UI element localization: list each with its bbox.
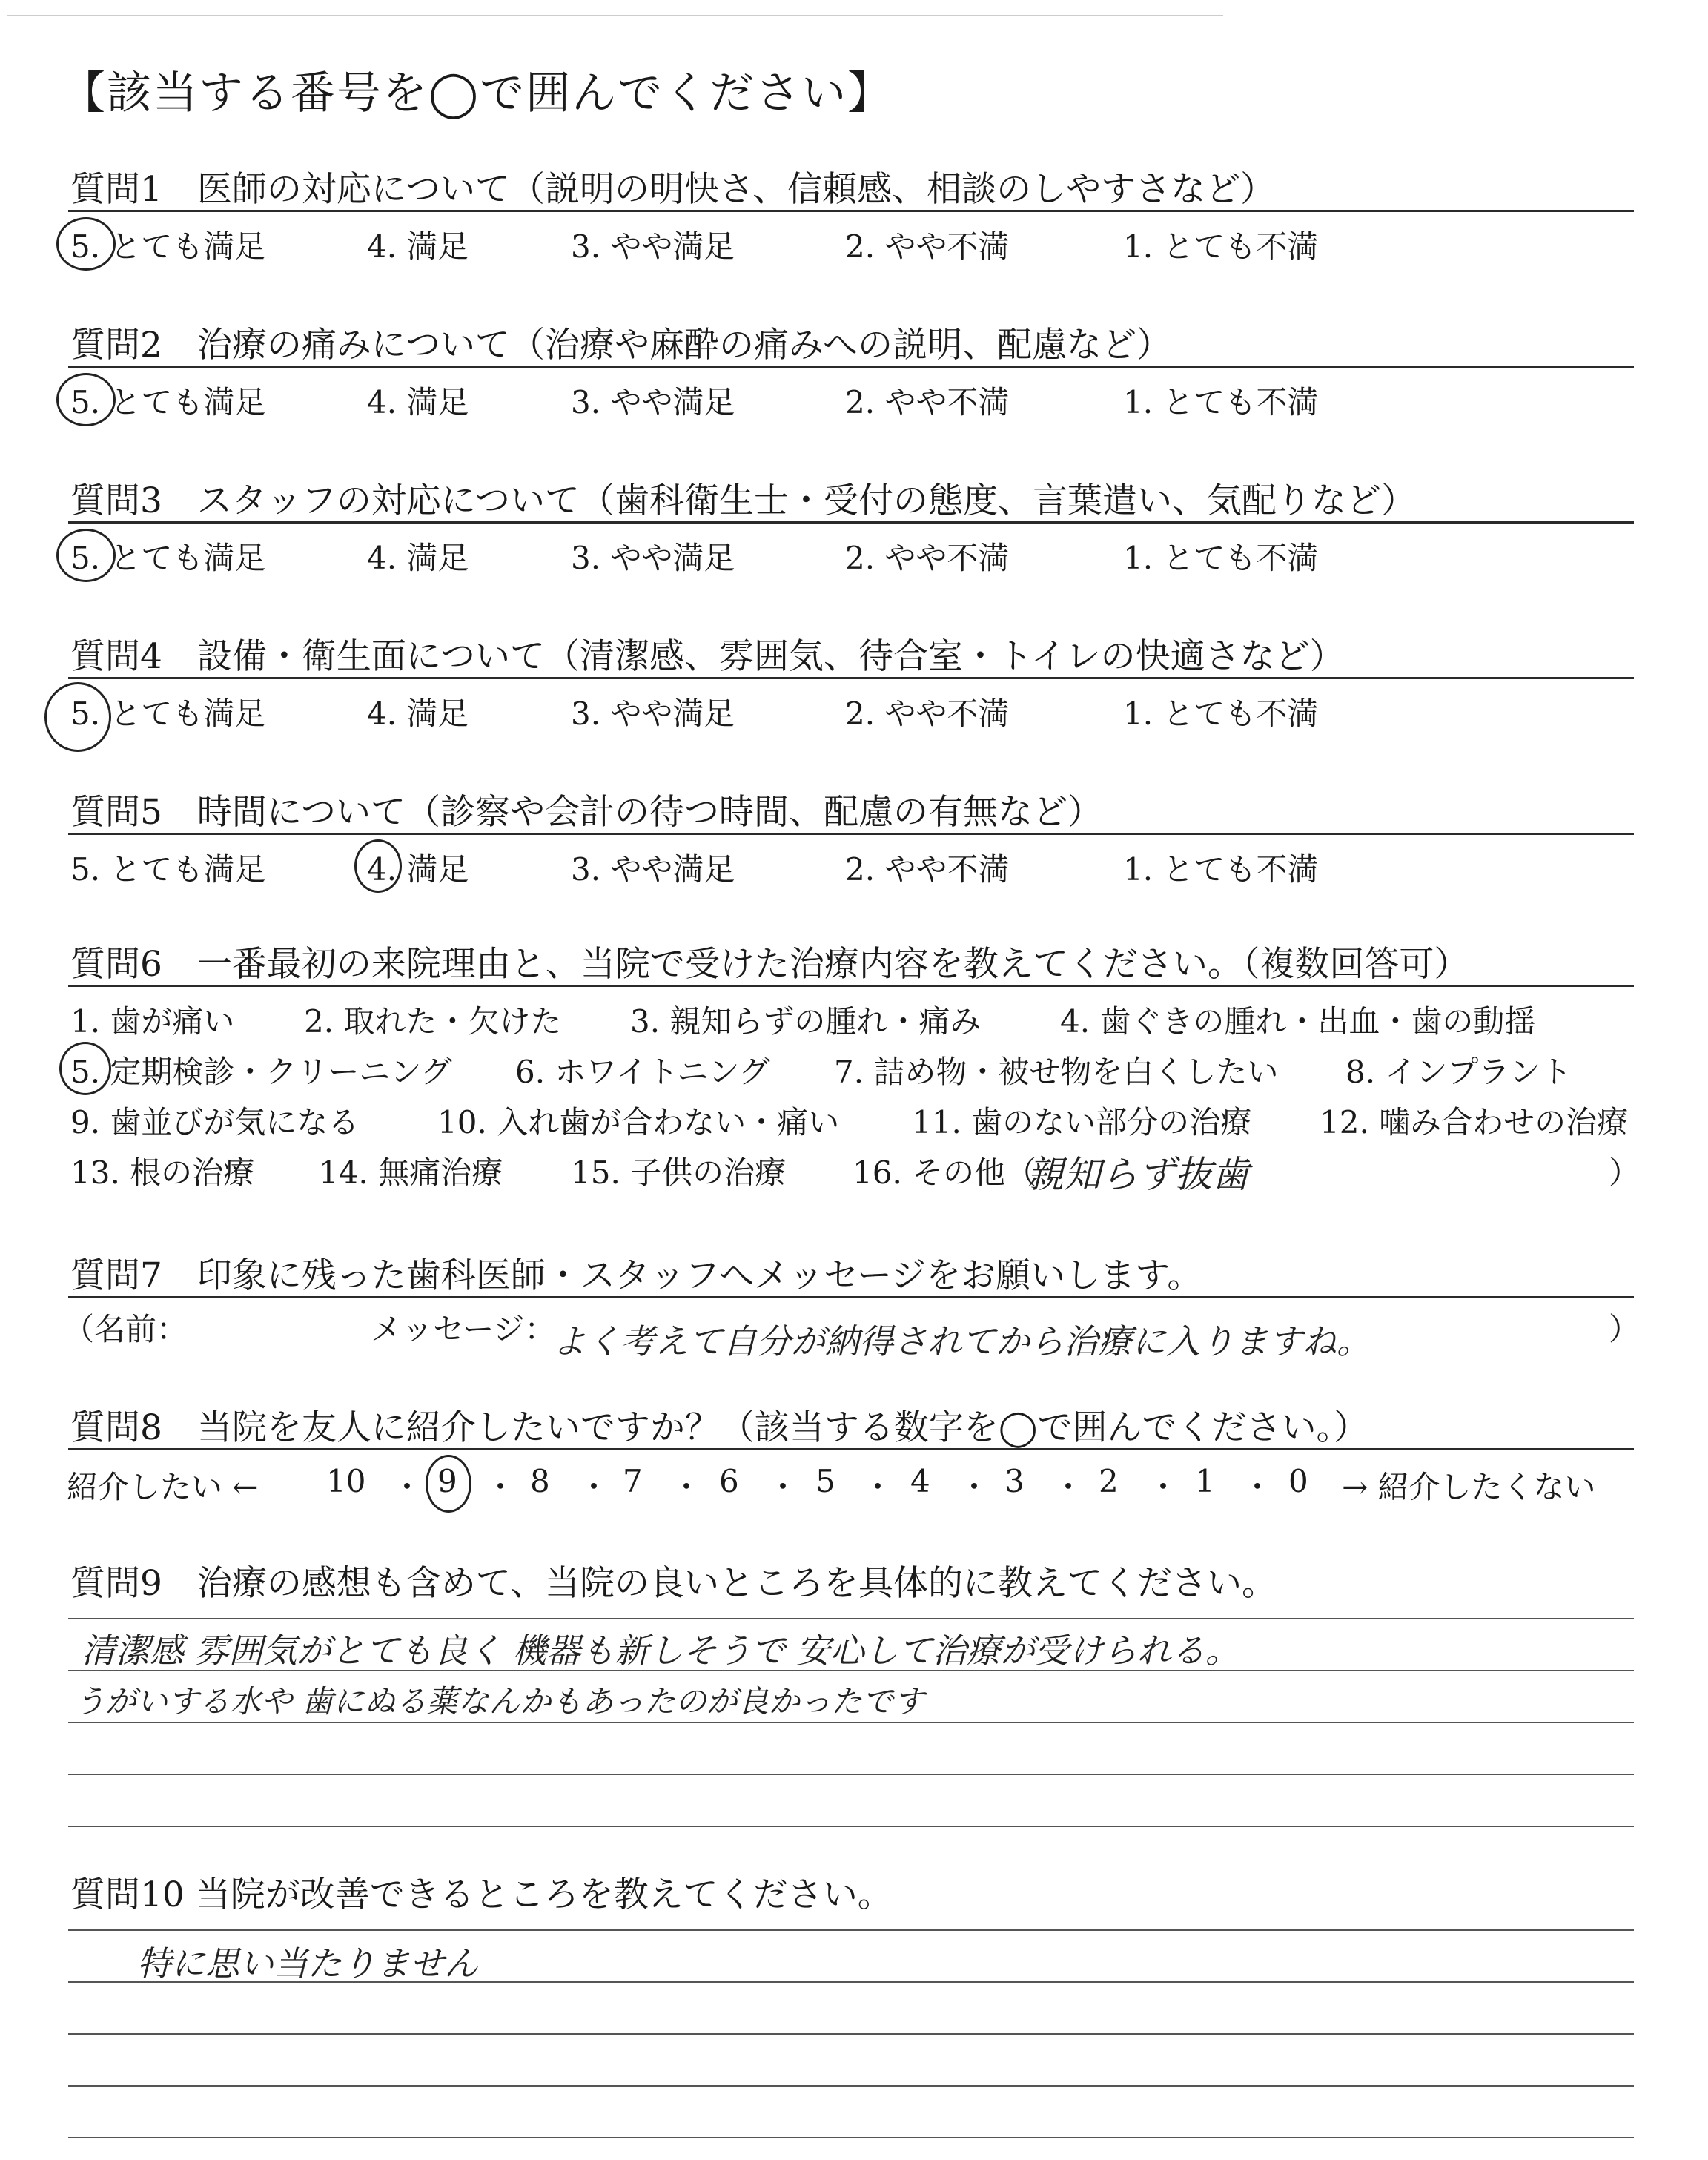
q3-selection-circle bbox=[56, 529, 116, 582]
q2-rule bbox=[68, 366, 1634, 368]
q6-option-5[interactable]: 5. 定期検診・クリーニング bbox=[70, 1054, 452, 1090]
q8-selection-circle bbox=[426, 1455, 471, 1513]
q2-option-1[interactable]: 1. とても不満 bbox=[1123, 384, 1319, 420]
q3-option-3[interactable]: 3. やや満足 bbox=[571, 540, 735, 576]
q8-sep: ・ bbox=[391, 1469, 423, 1505]
q8-sep: ・ bbox=[1148, 1469, 1179, 1505]
scan-top-edge bbox=[7, 15, 1223, 16]
q1-option-3[interactable]: 3. やや満足 bbox=[571, 228, 735, 265]
q6-option-11[interactable]: 11. 歯のない部分の治療 bbox=[912, 1104, 1252, 1140]
q3-title: 質問3 スタッフの対応について（歯科衛生士・受付の態度、言葉遣い、気配りなど） bbox=[70, 480, 1416, 521]
q10-title: 質問10 当院が改善できるところを教えてください。 bbox=[70, 1875, 893, 1915]
q5-option-1[interactable]: 1. とても不満 bbox=[1123, 851, 1319, 888]
q6-option-3[interactable]: 3. 親知らずの腫れ・痛み bbox=[630, 1003, 982, 1040]
q8-rule bbox=[68, 1448, 1634, 1450]
q1-option-5[interactable]: 5. とても満足 bbox=[70, 228, 266, 265]
q8-score-9[interactable]: 9 bbox=[437, 1463, 457, 1499]
q8-sep: ・ bbox=[959, 1469, 990, 1505]
q5-selection-circle bbox=[354, 839, 402, 893]
q4-option-3[interactable]: 3. やや満足 bbox=[571, 696, 735, 732]
q9-answer-line-2[interactable]: うがいする水や 歯にぬる薬なんかもあったのが良かったです bbox=[74, 1683, 924, 1720]
q5-option-3[interactable]: 3. やや満足 bbox=[571, 851, 735, 888]
q6-title: 質問6 一番最初の来院理由と、当院で受けた治療内容を教えてください。（複数回答可） bbox=[70, 944, 1469, 985]
q9-answer-line bbox=[68, 1722, 1634, 1723]
q3-rule bbox=[68, 521, 1634, 524]
q9-answer-line-1[interactable]: 清潔感 雰囲気がとても良く 機器も新しそうで 安心して治療が受けられる。 bbox=[82, 1631, 1239, 1671]
q2-selection-circle bbox=[56, 373, 116, 426]
q8-sep: ・ bbox=[578, 1469, 610, 1505]
q1-option-4[interactable]: 4. 満足 bbox=[367, 228, 469, 265]
q3-option-5[interactable]: 5. とても満足 bbox=[70, 540, 266, 576]
q6-option-6[interactable]: 6. ホワイトニング bbox=[515, 1054, 770, 1090]
q8-left-label: 紹介したい ← bbox=[67, 1469, 259, 1505]
q8-right-label: → 紹介したくない bbox=[1342, 1469, 1596, 1505]
q8-sep: ・ bbox=[767, 1469, 799, 1505]
q4-option-2[interactable]: 2. やや不満 bbox=[845, 696, 1010, 732]
q7-message-handwritten[interactable]: よく考えて自分が納得されてから治療に入りますね。 bbox=[552, 1321, 1371, 1361]
q8-sep: ・ bbox=[485, 1469, 517, 1505]
q6-option-15[interactable]: 15. 子供の治療 bbox=[571, 1155, 787, 1191]
q10-answer-line bbox=[68, 2085, 1634, 2087]
q1-rule bbox=[68, 210, 1634, 212]
q8-sep: ・ bbox=[1242, 1469, 1274, 1505]
q5-rule bbox=[68, 833, 1634, 835]
q7-rule bbox=[68, 1296, 1634, 1298]
q6-option-7[interactable]: 7. 詰め物・被せ物を白くしたい bbox=[834, 1054, 1279, 1090]
q2-title: 質問2 治療の痛みについて（治療や麻酔の痛みへの説明、配慮など） bbox=[70, 325, 1172, 366]
q6-option-10[interactable]: 10. 入れ歯が合わない・痛い bbox=[437, 1104, 840, 1140]
q1-option-2[interactable]: 2. やや不満 bbox=[845, 228, 1010, 265]
q6-option-9[interactable]: 9. 歯並びが気になる bbox=[70, 1104, 360, 1140]
q6-option-1[interactable]: 1. 歯が痛い bbox=[70, 1003, 235, 1040]
q2-option-4[interactable]: 4. 満足 bbox=[367, 384, 469, 420]
q10-answer-line bbox=[68, 2137, 1634, 2138]
q8-score-1[interactable]: 1 bbox=[1195, 1463, 1215, 1499]
q3-option-1[interactable]: 1. とても不満 bbox=[1123, 540, 1319, 576]
q6-option-4[interactable]: 4. 歯ぐきの腫れ・出血・歯の動揺 bbox=[1060, 1003, 1536, 1040]
q9-answer-line bbox=[68, 1826, 1634, 1827]
q8-score-10[interactable]: 10 bbox=[326, 1463, 366, 1499]
q2-option-5[interactable]: 5. とても満足 bbox=[70, 384, 266, 420]
q5-option-4[interactable]: 4. 満足 bbox=[367, 851, 469, 888]
q8-score-4[interactable]: 4 bbox=[910, 1463, 930, 1499]
q8-sep: ・ bbox=[862, 1469, 894, 1505]
q8-sep: ・ bbox=[1053, 1469, 1085, 1505]
q3-option-2[interactable]: 2. やや不満 bbox=[845, 540, 1010, 576]
q6-selection-circle bbox=[59, 1042, 111, 1095]
q6-option-16[interactable]: 16. その他（ bbox=[853, 1155, 1037, 1191]
q7-close-paren: ） bbox=[1609, 1311, 1641, 1347]
q2-option-2[interactable]: 2. やや不満 bbox=[845, 384, 1010, 420]
q6-other-handwritten[interactable]: 親知らず抜歯 bbox=[1027, 1153, 1249, 1196]
q2-option-3[interactable]: 3. やや満足 bbox=[571, 384, 735, 420]
q6-option-14[interactable]: 14. 無痛治療 bbox=[319, 1155, 503, 1191]
q3-option-4[interactable]: 4. 満足 bbox=[367, 540, 469, 576]
q6-option-8[interactable]: 8. インプラント bbox=[1345, 1054, 1572, 1090]
q1-title: 質問1 医師の対応について（説明の明快さ、信頼感、相談のしやすさなど） bbox=[70, 169, 1276, 210]
q4-option-1[interactable]: 1. とても不満 bbox=[1123, 696, 1319, 732]
q4-selection-circle bbox=[44, 682, 111, 752]
q8-score-7[interactable]: 7 bbox=[623, 1463, 643, 1499]
q1-selection-circle bbox=[56, 217, 116, 271]
q4-option-4[interactable]: 4. 満足 bbox=[367, 696, 469, 732]
q4-rule bbox=[68, 677, 1634, 679]
q7-name-label: （名前： bbox=[63, 1311, 188, 1347]
q5-title: 質問5 時間について（診察や会計の待つ時間、配慮の有無など） bbox=[70, 792, 1102, 833]
q9-answer-line bbox=[68, 1618, 1634, 1619]
q10-answer-line-1[interactable]: 特に思い当たりません bbox=[137, 1943, 478, 1984]
q6-option-13[interactable]: 13. 根の治療 bbox=[70, 1155, 255, 1191]
q8-score-3[interactable]: 3 bbox=[1004, 1463, 1025, 1499]
page-title: 【該当する番号を◯で囲んでください】 bbox=[61, 67, 894, 119]
q8-score-6[interactable]: 6 bbox=[719, 1463, 739, 1499]
q10-answer-line bbox=[68, 1929, 1634, 1931]
q6-option-2[interactable]: 2. 取れた・欠けた bbox=[304, 1003, 562, 1040]
q10-answer-line bbox=[68, 2033, 1634, 2035]
q8-sep: ・ bbox=[671, 1469, 703, 1505]
q5-option-2[interactable]: 2. やや不満 bbox=[845, 851, 1010, 888]
q8-score-8[interactable]: 8 bbox=[530, 1463, 550, 1499]
q9-answer-line bbox=[68, 1774, 1634, 1775]
q5-option-5[interactable]: 5. とても満足 bbox=[70, 851, 266, 888]
q9-title: 質問9 治療の感想も含めて、当院の良いところを具体的に教えてください。 bbox=[70, 1563, 1277, 1604]
q4-title: 質問4 設備・衛生面について（清潔感、雰囲気、待合室・トイレの快適さなど） bbox=[70, 636, 1345, 677]
q8-score-2[interactable]: 2 bbox=[1099, 1463, 1119, 1499]
q1-option-1[interactable]: 1. とても不満 bbox=[1123, 228, 1319, 265]
q4-option-5[interactable]: 5. とても満足 bbox=[70, 696, 266, 732]
q6-rule bbox=[68, 985, 1634, 987]
q8-score-5[interactable]: 5 bbox=[815, 1463, 835, 1499]
q6-other-close-paren: ） bbox=[1609, 1155, 1641, 1191]
q8-score-0[interactable]: 0 bbox=[1288, 1463, 1308, 1499]
q7-message-label: メッセージ： bbox=[371, 1311, 556, 1347]
q7-title: 質問7 印象に残った歯科医師・スタッフへメッセージをお願いします。 bbox=[70, 1255, 1202, 1296]
q8-title: 質問8 当院を友人に紹介したいですか？（該当する数字を◯で囲んでください。） bbox=[70, 1407, 1369, 1448]
q6-option-12[interactable]: 12. 噛み合わせの治療 bbox=[1320, 1104, 1629, 1140]
